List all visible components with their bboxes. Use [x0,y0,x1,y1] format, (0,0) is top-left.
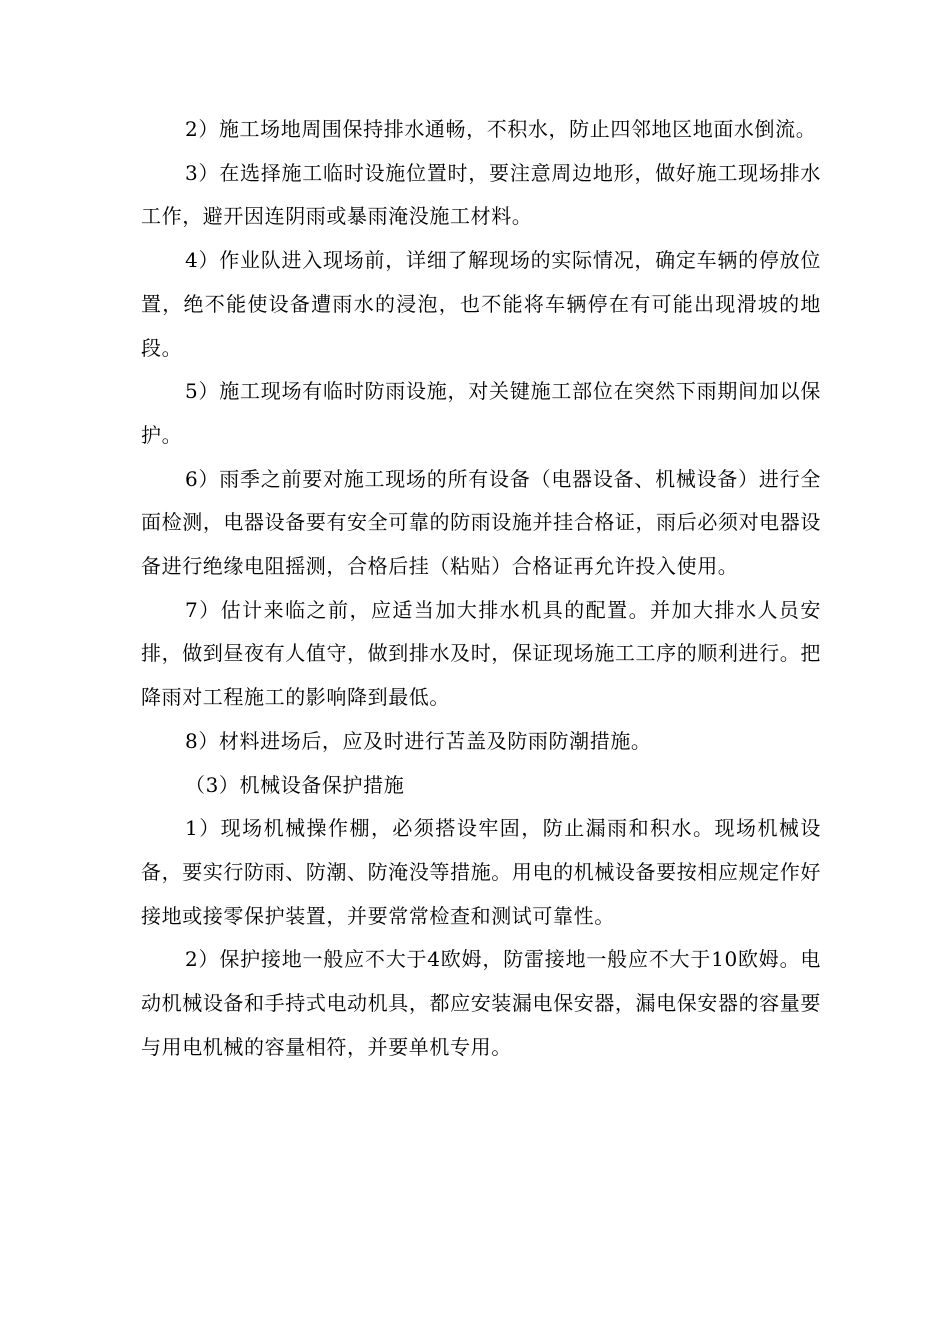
paragraph-equipment-inspection: 6）雨季之前要对施工现场的所有设备（电器设备、机械设备）进行全面检测，电器设备要有安全可靠的防雨设施并挂合格证，雨后必须对电器设备进行绝缘电阻摇测，合格后挂（粘贴）合格证再允许投入使用。 [141,466,821,579]
paragraph-machinery-shed: 1）现场机械操作棚，必须搭设牢固，防止漏雨和积水。现场机械设备，要实行防雨、防潮、防淹没等措施。用电的机械设备要按相应规定作好接地或接零保护装置，并要常常检查和测试可靠性。 [141,816,821,928]
paragraph-temporary-facilities: 3）在选择施工临时设施位置时，要注意周边地形，做好施工现场排水工作，避开因连阴雨或暴雨淹没施工材料。 [141,160,821,229]
paragraph-drainage-equipment: 7）估计来临之前，应适当加大排水机具的配置。并加大排水人员安排，做到昼夜有人值守，做到排水及时，保证现场施工工序的顺利进行。把降雨对工程施工的影响降到最低。 [141,597,821,710]
paragraph-material-covering: 8）材料进场后，应及时进行苫盖及防雨防潮措施。 [185,728,652,753]
paragraph-grounding-resistance: 2）保护接地一般应不大于4欧姆，防雷接地一般应不大于10欧姆。电动机械设备和手持式电动机具，都应安装漏电保安器，漏电保安器的容量要与用电机械的容量相符，并要单机专用。 [141,947,821,1059]
document-page [141,108,821,1069]
paragraph-rain-protection: 5）施工现场有临时防雨设施，对关键施工部位在突然下雨期间加以保护。 [141,379,821,447]
paragraph-vehicle-parking: 4）作业队进入现场前，详细了解现场的实际情况，确定车辆的停放位置，绝不能使设备遭雨水的浸泡，也不能将车辆停在有可能出现滑坡的地段。 [141,248,821,360]
section-heading-machinery-protection: （3）机械设备保护措施 [185,772,405,797]
paragraph-drainage-smooth: 2）施工场地周围保持排水通畅，不积水，防止四邻地区地面水倒流。 [185,117,817,141]
